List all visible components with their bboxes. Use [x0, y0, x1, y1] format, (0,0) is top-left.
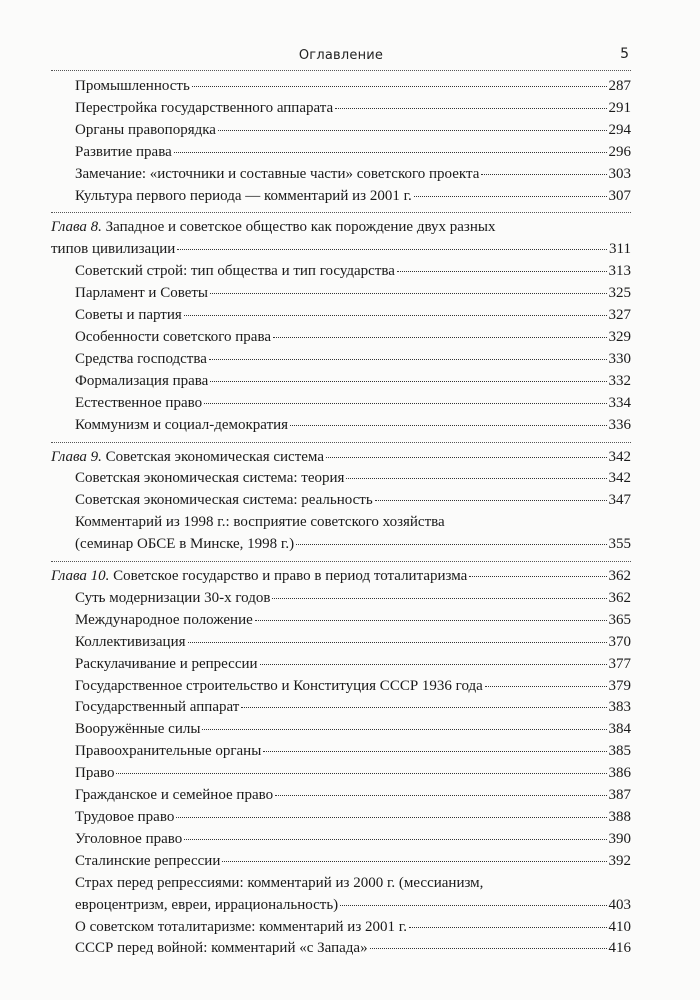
toc-page-number: 388	[608, 809, 631, 825]
toc-page-number: 287	[608, 78, 631, 94]
toc-entry: Коммунизм и социал-демократия 336	[51, 415, 631, 437]
leader-dots	[409, 927, 607, 928]
leader-dots	[481, 174, 606, 175]
leader-dots	[188, 642, 607, 643]
leader-dots	[241, 707, 606, 708]
toc-page-number: 336	[608, 416, 631, 433]
leader-dots	[116, 773, 606, 774]
leader-dots	[296, 544, 606, 545]
toc-entry: Органы правопорядка 294	[51, 120, 631, 142]
leader-dots	[184, 839, 606, 840]
toc-page-number: 365	[608, 611, 631, 628]
toc-entry: Страх перед репрессиями: комментарий из 2000 г. (мессианизм, евроцентризм, евреи, иррациональность) 403	[51, 873, 631, 917]
toc-chapter	[51, 566, 631, 588]
toc-page-number: 330	[608, 350, 631, 367]
toc-entry: Право 386	[51, 763, 631, 785]
leader-dots	[273, 337, 607, 338]
toc-page-number: 313	[608, 263, 631, 280]
chapter-title: Западное и советское общество как порождение двух разных	[101, 219, 496, 236]
leader-dots	[290, 425, 606, 426]
toc-page-number: 416	[608, 940, 631, 957]
header-rule	[51, 70, 631, 71]
toc-page-number: 296	[608, 143, 631, 160]
leader-dots	[335, 108, 606, 109]
leader-dots	[485, 686, 607, 687]
chapter-label: Глава 9.	[51, 448, 102, 465]
toc-page-number: 329	[608, 328, 631, 345]
leader-dots	[177, 249, 607, 250]
chapter-label: Глава 10.	[51, 568, 110, 585]
toc-chapter	[51, 447, 631, 469]
section-divider	[51, 207, 631, 217]
leader-dots	[272, 598, 606, 599]
toc-entry: Комментарий из 1998 г.: восприятие советского хозяйства (семинар ОБСЕ в Минске, 1998 г.) 355	[51, 512, 631, 556]
toc-entry: Гражданское и семейное право 387	[51, 785, 631, 807]
header-title: Оглавление	[298, 48, 384, 63]
toc-page-number: 383	[608, 699, 631, 716]
toc-page-number: 385	[608, 743, 631, 760]
toc-page-number: 334	[608, 394, 631, 411]
toc-entry: Раскулачивание и репрессии 377	[51, 654, 631, 676]
leader-dots	[255, 620, 607, 621]
toc-page-number: 387	[608, 787, 631, 804]
toc-entry: Промышленность 287	[51, 76, 631, 98]
leader-dots	[222, 861, 606, 862]
toc-page-number: 362	[608, 589, 631, 606]
toc-chapter	[51, 217, 631, 261]
leader-dots	[209, 359, 607, 360]
toc-page-number: 362	[608, 568, 631, 585]
leader-dots	[370, 948, 607, 949]
leader-dots	[375, 500, 607, 501]
toc-page-number: 355	[608, 536, 631, 553]
toc-entry: СССР перед войной: комментарий «с Запада» 416	[51, 938, 631, 960]
leader-dots	[469, 576, 606, 577]
leader-dots	[218, 130, 607, 131]
leader-dots	[263, 751, 606, 752]
leader-dots	[260, 664, 607, 665]
toc-entry: Уголовное право 390	[51, 829, 631, 851]
toc-entry: Особенности советского права 329	[51, 327, 631, 349]
leader-dots	[275, 795, 606, 796]
toc-entry: Трудовое право 388	[51, 807, 631, 829]
page-number: 5	[620, 46, 629, 62]
toc-page-number: 377	[608, 655, 631, 672]
leader-dots	[340, 905, 606, 906]
toc-page-number: 392	[608, 852, 631, 869]
leader-dots	[202, 729, 606, 730]
toc-page-number: 342	[608, 470, 631, 487]
toc-entry: Государственный аппарат 383	[51, 697, 631, 719]
chapter-title: Советская экономическая система	[101, 448, 324, 465]
toc-page-number: 386	[608, 765, 631, 782]
toc-page-number: 291	[608, 99, 631, 116]
running-header	[51, 44, 631, 66]
toc-page-number: 327	[608, 307, 631, 324]
toc-page-number: 347	[608, 492, 631, 509]
toc-entry: Культура первого периода — комментарий из 2001 г. 307	[51, 186, 631, 208]
leader-dots	[192, 86, 607, 87]
toc-page-number: 332	[608, 372, 631, 389]
toc-page-number: 410	[608, 918, 631, 935]
toc-entry: Сталинские репрессии 392	[51, 851, 631, 873]
toc-entry: Международное положение 365	[51, 610, 631, 632]
leader-dots	[184, 315, 607, 316]
toc-entry: Правоохранительные органы 385	[51, 741, 631, 763]
toc-page-number: 384	[608, 721, 631, 738]
toc-page-number: 303	[608, 165, 631, 182]
toc-page-number: 379	[608, 677, 631, 694]
leader-dots	[174, 152, 607, 153]
toc-page-number: 294	[608, 121, 631, 138]
toc-entry: Советская экономическая система: реальность 347	[51, 490, 631, 512]
toc-page-number: 390	[608, 830, 631, 847]
toc-page-number: 311	[609, 241, 631, 258]
chapter-label: Глава 8.	[51, 219, 102, 236]
leader-dots	[346, 478, 606, 479]
toc-entry: Коллективизация 370	[51, 632, 631, 654]
leader-dots	[210, 293, 607, 294]
toc-entry: Советы и партия 327	[51, 305, 631, 327]
leader-dots	[176, 817, 606, 818]
toc-page-number: 403	[608, 896, 631, 913]
toc-entry: Государственное строительство и Конституция СССР 1936 года 379	[51, 676, 631, 698]
toc-entry: Перестройка государственного аппарата 291	[51, 98, 631, 120]
toc-page-number: 307	[608, 187, 631, 204]
toc-entry: Советский строй: тип общества и тип государства 313	[51, 261, 631, 283]
toc-entry: Советская экономическая система: теория 342	[51, 468, 631, 490]
leader-dots	[210, 381, 606, 382]
chapter-title-cont: типов цивилизации	[51, 241, 176, 258]
toc-page-number: 342	[608, 448, 631, 465]
chapter-title: Советское государство и право в период тоталитаризма	[109, 568, 468, 585]
section-divider	[51, 437, 631, 447]
toc-entry: Суть модернизации 30-х годов 362	[51, 588, 631, 610]
leader-dots	[414, 196, 607, 197]
section-divider	[51, 556, 631, 566]
toc-entry: Парламент и Советы 325	[51, 283, 631, 305]
toc-list	[51, 76, 631, 960]
toc-entry: Вооружённые силы 384	[51, 719, 631, 741]
toc-entry: О советском тоталитаризме: комментарий из 2001 г. 410	[51, 917, 631, 939]
toc-page-number: 370	[608, 633, 631, 650]
toc-entry: Естественное право 334	[51, 393, 631, 415]
leader-dots	[204, 403, 606, 404]
toc-entry: Формализация права 332	[51, 371, 631, 393]
toc-entry: Замечание: «источники и составные части» советского проекта 303	[51, 164, 631, 186]
leader-dots	[397, 271, 607, 272]
toc-entry: Развитие права 296	[51, 142, 631, 164]
leader-dots	[326, 457, 607, 458]
toc-page-number: 325	[608, 285, 631, 302]
toc-entry: Средства господства 330	[51, 349, 631, 371]
